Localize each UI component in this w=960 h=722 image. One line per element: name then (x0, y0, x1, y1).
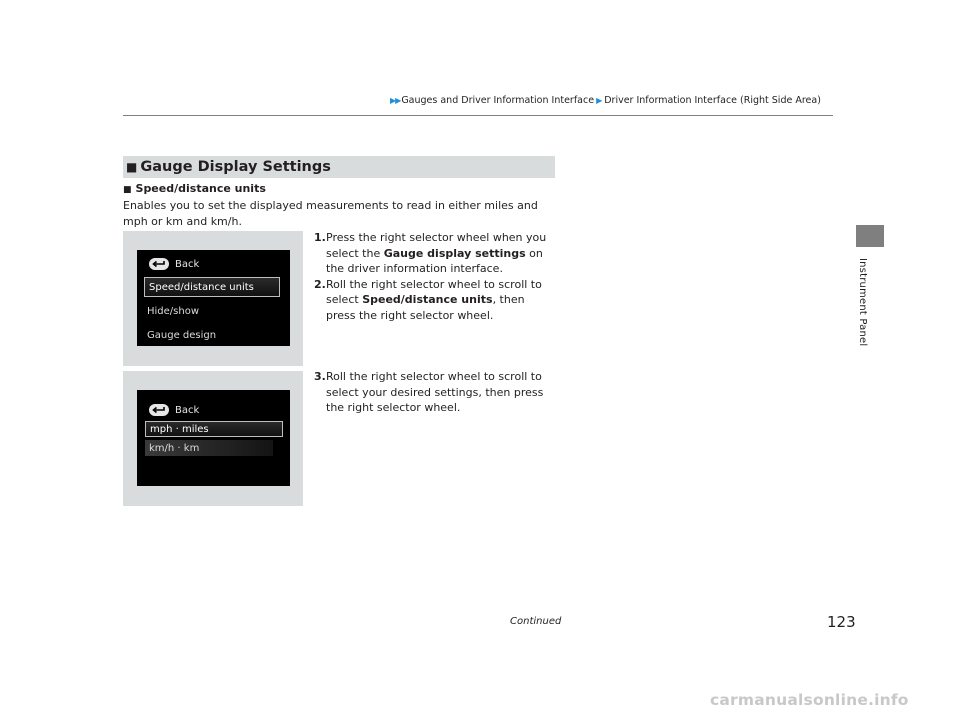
step-text: Roll the right selector wheel to scroll to select your desired settings, then press the right selector wheel. (326, 370, 544, 414)
chapter-label: Instrument Panel (857, 258, 868, 347)
steps-group-1 (314, 230, 554, 323)
steps-group-2 (314, 369, 554, 416)
selected-menu-item: mph · miles (145, 421, 283, 437)
section-header (123, 156, 555, 178)
menu-item: km/h · km (145, 440, 273, 456)
selected-menu-item: Speed/distance units (144, 277, 280, 297)
back-label: Back (175, 258, 200, 270)
continued-label: Continued (510, 616, 562, 627)
square-bullet-icon: ■ (126, 160, 138, 174)
arrow-icon: ▶ (596, 96, 603, 105)
breadcrumb-item-gauges[interactable]: Gauges and Driver Information Interface (401, 95, 595, 106)
back-label: Back (175, 404, 200, 416)
section-title: Gauge Display Settings (140, 159, 331, 175)
step-number: 2. (314, 277, 326, 291)
figure-units-screen (123, 371, 303, 506)
back-row (149, 404, 199, 416)
back-icon (149, 258, 169, 270)
breadcrumb (390, 95, 821, 106)
watermark: carmanualsonline.info (710, 691, 909, 709)
breadcrumb-item-right-side[interactable]: Driver Information Interface (Right Side Area) (604, 95, 821, 106)
subsection-title: Speed/distance units (135, 182, 266, 195)
step-text: Roll the right selector wheel to scroll to select Speed/distance units, then press the right selector wheel. (326, 277, 542, 322)
menu-item: Gauge design (147, 330, 217, 341)
double-arrow-icon: ▶▶ (390, 96, 401, 105)
step-text: Press the right selector wheel when you select the Gauge display settings on the driver information interface. (326, 231, 547, 275)
menu-item: Hide/show (147, 306, 200, 317)
display-screen (137, 390, 290, 486)
step-item (314, 369, 554, 416)
page-number: 123 (827, 613, 856, 631)
chapter-tab (856, 225, 884, 247)
figure-menu-screen (123, 231, 303, 366)
subsection-heading (123, 182, 266, 195)
step-item (314, 230, 554, 277)
back-icon (149, 404, 169, 416)
intro-paragraph: Enables you to set the displayed measurements to read in either miles and mph or km and km/h. (123, 199, 538, 228)
square-bullet-icon: ■ (123, 185, 132, 195)
header-divider (123, 115, 833, 116)
step-number: 3. (314, 370, 326, 383)
step-number: 1. (314, 231, 326, 244)
step-item (314, 277, 554, 324)
display-screen (137, 250, 290, 346)
back-row (149, 258, 199, 270)
